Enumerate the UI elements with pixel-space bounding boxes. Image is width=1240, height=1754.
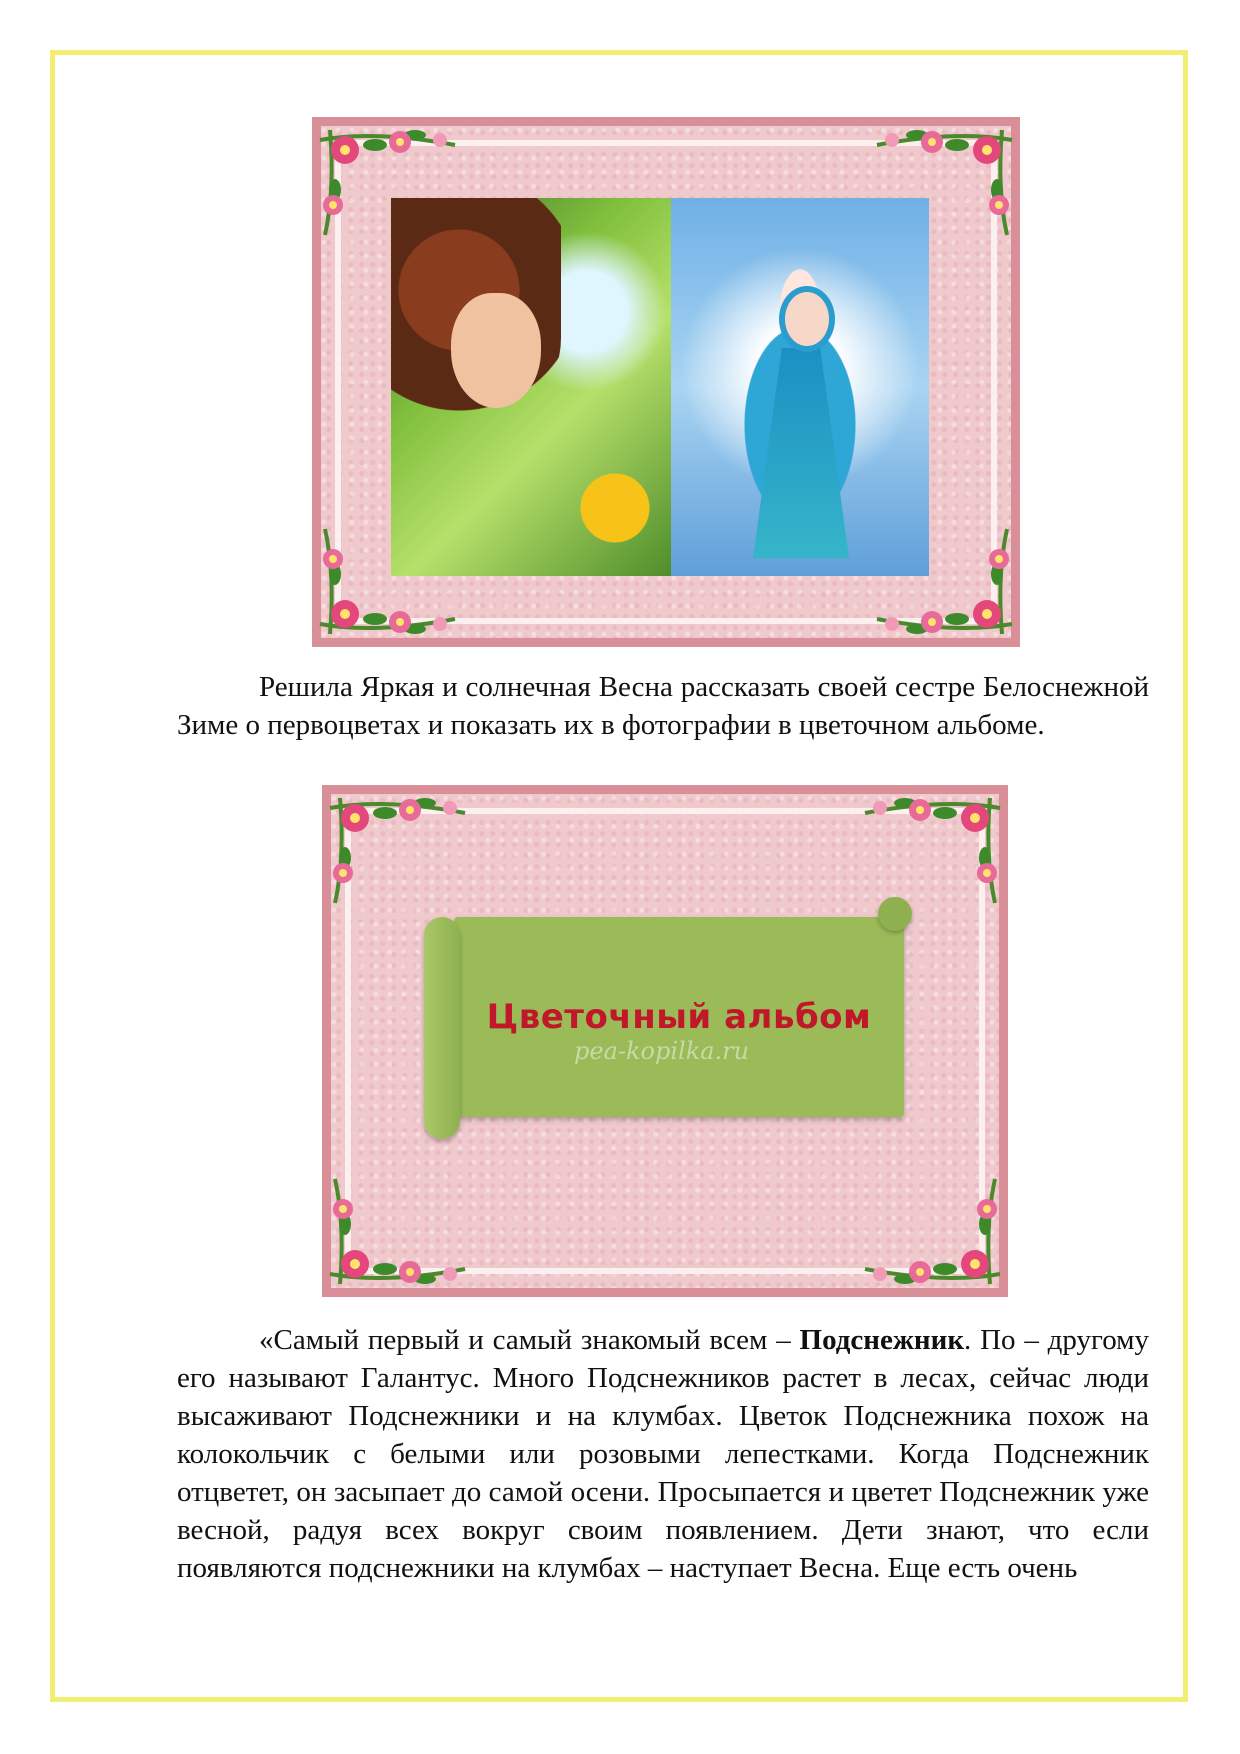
watermark: pea-kopilka.ru	[574, 1037, 750, 1065]
snowdrop-lead-text: «Самый первый и самый знакомый всем –	[259, 1324, 800, 1356]
snowdrop-body-text: . По – другому его называют Галантус. Много Подснежников растет в лесах, сейчас люди высаживают Подснежники и на клумбах. Цветок Подснежника похож на колокольчик с белыми или розовыми лепестками. Когда Подснежник отцветет, он засыпает до самой осени. Просыпается и цветет Подснежник уже весной, радуя всех вокруг своим появлением. Дети знают, что если появляются подснежники на клумбах – наступает Весна. Еще есть очень	[177, 1324, 1149, 1584]
flower-corner-icon	[855, 1174, 1005, 1294]
flower-album-illustration	[322, 785, 1008, 1297]
flower-corner-icon	[325, 1174, 475, 1294]
spring-girl-image	[391, 198, 671, 576]
album-title: Цветочный альбом	[486, 997, 872, 1037]
flower-corner-icon	[315, 120, 465, 240]
album-scroll-banner	[424, 907, 904, 1139]
snow-maiden-head-shape	[779, 286, 835, 352]
snowdrop-bold-term: Подснежник	[799, 1324, 965, 1356]
flower-corner-icon	[867, 524, 1017, 644]
flower-corner-icon	[315, 524, 465, 644]
flower-corner-icon	[855, 788, 1005, 908]
flower-corner-icon	[325, 788, 475, 908]
snowdrop-paragraph	[177, 1321, 1149, 1587]
spring-face-shape	[451, 293, 541, 408]
snow-maiden-dress-shape	[753, 348, 849, 558]
flower-corner-icon	[867, 120, 1017, 240]
spring-winter-illustration	[312, 117, 1020, 647]
intro-paragraph: Решила Яркая и солнечная Весна рассказать своей сестре Белоснежной Зиме о первоцветах и показать их в фотографии в цветочном альбоме.	[177, 671, 1149, 741]
snow-maiden-image	[671, 198, 929, 576]
